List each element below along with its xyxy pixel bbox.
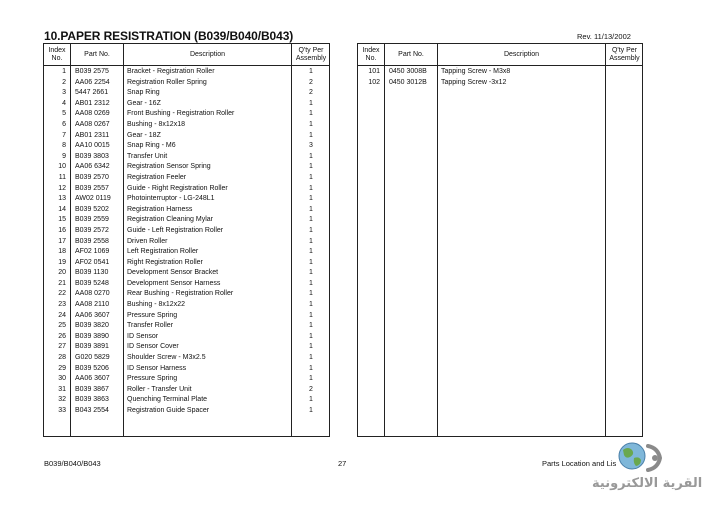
cell-index: 5: [62, 110, 66, 118]
cell-index: 29: [58, 364, 66, 372]
table-row: [44, 385, 329, 396]
cell-qty: 1: [309, 68, 313, 75]
cell-part-no: AA06 3607: [75, 375, 110, 383]
cell-index: 101: [368, 68, 380, 75]
cell-part-no: AA10 0015: [75, 142, 110, 150]
table-row: [44, 300, 329, 311]
cell-qty: 1: [309, 216, 313, 224]
cell-index: 102: [368, 78, 380, 86]
cell-qty: 1: [309, 237, 313, 245]
cell-qty: 1: [309, 120, 313, 128]
cell-part-no: 5447 2661: [75, 89, 109, 97]
cell-qty: 1: [309, 301, 313, 309]
cell-index: 8: [62, 142, 66, 150]
cell-qty: 1: [309, 354, 313, 362]
cell-qty: 1: [309, 163, 313, 171]
cell-qty: 1: [309, 407, 313, 414]
cell-qty: 3: [309, 142, 313, 150]
cell-part-no: AF02 1069: [75, 248, 110, 256]
table-row: [44, 184, 329, 195]
cell-description: Pressure Spring: [127, 375, 178, 383]
cell-description: Right Registration Roller: [127, 258, 203, 266]
cell-part-no: B039 2575: [75, 68, 109, 75]
cell-description: Registration Sensor Spring: [127, 163, 211, 171]
table-row: [44, 406, 329, 417]
cell-qty: 1: [309, 258, 313, 266]
watermark-text: القرية الالكترونية: [592, 476, 703, 491]
cell-index: 15: [58, 216, 66, 224]
table-row: [44, 67, 329, 78]
cell-part-no: B039 5206: [75, 364, 109, 372]
cell-description: Quenching Terminal Plate: [127, 396, 208, 404]
cell-index: 22: [58, 290, 66, 298]
cell-part-no: B039 2572: [75, 226, 109, 234]
table-row: [44, 258, 329, 269]
cell-description: Bracket - Registration Roller: [127, 68, 215, 75]
parts-table-right: [357, 43, 643, 437]
cell-index: 31: [58, 385, 66, 393]
cell-index: 21: [58, 279, 66, 287]
table-row: [44, 141, 329, 152]
cell-description: Pressure Spring: [127, 311, 178, 319]
cell-index: 4: [62, 99, 66, 107]
footer-section: Parts Location and Lis: [542, 459, 617, 468]
cell-description: Photointerruptor - LG-248L1: [127, 195, 215, 203]
cell-part-no: AW02 0119: [75, 195, 111, 203]
cell-qty: 1: [309, 343, 313, 351]
cell-part-no: B039 3891: [75, 343, 109, 351]
table-row: [44, 374, 329, 385]
table-row: [44, 364, 329, 375]
cell-description: Registration Feeler: [127, 173, 187, 181]
cell-part-no: AF02 0541: [75, 258, 110, 266]
cell-part-no: B039 5202: [75, 205, 109, 213]
table-row: [44, 342, 329, 353]
table-row: [44, 88, 329, 99]
cell-qty: 1: [309, 375, 313, 383]
table-row: [44, 152, 329, 163]
cell-part-no: B043 2554: [75, 407, 109, 414]
cell-index: 12: [58, 184, 66, 192]
cell-part-no: B039 5248: [75, 279, 109, 287]
cell-index: 16: [58, 226, 66, 234]
table-row: [44, 215, 329, 226]
table-row: [44, 289, 329, 300]
cell-index: 9: [62, 152, 66, 160]
cell-qty: 1: [309, 195, 313, 203]
table-row: [44, 194, 329, 205]
cell-qty: 1: [309, 364, 313, 372]
footer-model: B039/B040/B043: [44, 459, 101, 468]
cell-description: ID Sensor Cover: [127, 343, 179, 351]
cell-qty: 1: [309, 173, 313, 181]
cell-qty: 1: [309, 269, 313, 277]
cell-qty: 1: [309, 110, 313, 118]
cell-description: Tapping Screw -3x12: [441, 78, 507, 86]
cell-description: Driven Roller: [127, 237, 168, 245]
cell-description: Registration Guide Spacer: [127, 407, 210, 414]
cell-qty: 1: [309, 332, 313, 340]
header-description: Description: [503, 50, 539, 58]
cell-part-no: AA08 0269: [75, 110, 110, 118]
cell-index: 24: [58, 311, 66, 319]
cell-qty: 1: [309, 248, 313, 256]
cell-index: 19: [58, 258, 66, 266]
page-title: 10.PAPER RESISTRATION (B039/B040/B043): [44, 29, 294, 43]
cell-part-no: AA06 3607: [75, 311, 110, 319]
table-row: [44, 247, 329, 258]
table-row: [44, 395, 329, 406]
table-row: [44, 131, 329, 142]
cell-part-no: B039 3890: [75, 332, 109, 340]
cell-part-no: B039 3867: [75, 385, 109, 393]
cell-qty: 2: [309, 78, 313, 86]
cell-part-no: B039 2557: [75, 184, 109, 192]
table-row: [44, 321, 329, 332]
cell-description: Tapping Screw - M3x8: [441, 68, 511, 75]
cell-part-no: B039 3803: [75, 152, 109, 160]
cell-description: ID Sensor Harness: [127, 364, 187, 372]
cell-index: 27: [58, 343, 66, 351]
cell-part-no: 0450 3012B: [389, 78, 427, 86]
cell-description: Shoulder Screw - M3x2.5: [127, 354, 206, 362]
table-row: [358, 78, 642, 89]
cell-index: 32: [58, 396, 66, 404]
cell-description: Bushing - 8x12x18: [127, 120, 185, 128]
cell-qty: 2: [309, 89, 313, 97]
cell-description: Transfer Roller: [127, 322, 174, 330]
cell-description: Registration Harness: [127, 205, 193, 213]
table-row: [44, 237, 329, 248]
cell-part-no: B039 3863: [75, 396, 109, 404]
cell-part-no: B039 3820: [75, 322, 109, 330]
cell-qty: 1: [309, 396, 313, 404]
cell-part-no: AB01 2312: [75, 99, 110, 107]
cell-qty: 1: [309, 322, 313, 330]
table-row: [44, 332, 329, 343]
header-index: Index No.: [362, 46, 380, 62]
revision-date: Rev. 11/13/2002: [577, 32, 631, 41]
header-index: Index No.: [48, 46, 66, 62]
cell-part-no: AA06 6342: [75, 163, 110, 171]
footer-page-number: 27: [338, 459, 347, 468]
cell-index: 3: [62, 89, 66, 97]
cell-description: ID Sensor: [127, 332, 159, 340]
cell-index: 25: [58, 322, 66, 330]
cell-qty: 1: [309, 311, 313, 319]
cell-index: 14: [58, 205, 66, 213]
cell-description: Bushing - 8x12x22: [127, 301, 185, 309]
cell-index: 26: [58, 332, 66, 340]
cell-index: 20: [58, 269, 66, 277]
cell-description: Registration Cleaning Mylar: [127, 216, 213, 224]
cell-index: 10: [58, 163, 66, 171]
cell-description: Gear - 16Z: [127, 99, 161, 107]
cell-index: 13: [58, 195, 66, 203]
cell-description: Guide - Right Registration Roller: [127, 184, 228, 192]
cell-qty: 1: [309, 290, 313, 298]
cell-part-no: G020 5829: [75, 354, 110, 362]
table-row: [44, 353, 329, 364]
cell-qty: 2: [309, 385, 313, 393]
cell-description: Snap Ring - M6: [127, 142, 176, 150]
cell-part-no: AA08 0267: [75, 120, 110, 128]
cell-part-no: AA06 2254: [75, 78, 110, 86]
parts-table-left: [43, 43, 330, 437]
table-row: [44, 120, 329, 131]
cell-index: 28: [58, 354, 66, 362]
cell-description: Front Bushing - Registration Roller: [127, 110, 235, 118]
cell-description: Roller - Transfer Unit: [127, 385, 192, 393]
header-qty: Q'ty Per Assembly: [295, 46, 327, 62]
table-row: [44, 99, 329, 110]
cell-description: Transfer Unit: [127, 152, 168, 160]
table-row: [44, 162, 329, 173]
cell-part-no: B039 2559: [75, 216, 109, 224]
table-row: [44, 311, 329, 322]
table-row: [44, 226, 329, 237]
table-row: [44, 205, 329, 216]
cell-qty: 1: [309, 279, 313, 287]
table-row: [44, 109, 329, 120]
cell-index: 7: [62, 131, 66, 139]
cell-description: Rear Bushing - Registration Roller: [127, 290, 234, 298]
cell-qty: 1: [309, 184, 313, 192]
cell-qty: 1: [309, 226, 313, 234]
cell-index: 17: [58, 237, 66, 245]
cell-description: Registration Roller Spring: [127, 78, 207, 86]
header-part-no: Part No.: [84, 50, 110, 58]
cell-description: Development Sensor Harness: [127, 279, 221, 287]
cell-description: Snap Ring: [127, 89, 160, 97]
cell-index: 18: [58, 248, 66, 256]
cell-index: 30: [58, 375, 66, 383]
table-row: [44, 279, 329, 290]
header-qty: Q'ty Per Assembly: [609, 46, 640, 62]
cell-index: 6: [62, 120, 66, 128]
cell-part-no: AA08 0270: [75, 290, 110, 298]
table-row: [44, 78, 329, 89]
table-row: [44, 173, 329, 184]
cell-part-no: B039 2570: [75, 173, 109, 181]
cell-part-no: AA08 2110: [75, 301, 110, 309]
cell-qty: 1: [309, 205, 313, 213]
cell-description: Guide - Left Registration Roller: [127, 226, 224, 234]
cell-part-no: AB01 2311: [75, 131, 110, 139]
cell-index: 23: [58, 301, 66, 309]
table-row: [358, 67, 642, 78]
cell-index: 33: [58, 407, 66, 414]
cell-qty: 1: [309, 131, 313, 139]
cell-description: Development Sensor Bracket: [127, 269, 219, 277]
cell-description: Left Registration Roller: [127, 248, 199, 256]
cell-part-no: B039 1130: [75, 269, 109, 277]
table-row: [44, 268, 329, 279]
cell-index: 1: [62, 68, 66, 75]
cell-description: Gear - 18Z: [127, 131, 161, 139]
cell-qty: 1: [309, 152, 313, 160]
header-part-no: Part No.: [398, 50, 424, 58]
cell-index: 11: [58, 173, 66, 181]
cell-qty: 1: [309, 99, 313, 107]
cell-part-no: 0450 3008B: [389, 68, 427, 75]
cell-part-no: B039 2558: [75, 237, 109, 245]
header-description: Description: [189, 50, 225, 58]
cell-index: 2: [62, 78, 66, 86]
